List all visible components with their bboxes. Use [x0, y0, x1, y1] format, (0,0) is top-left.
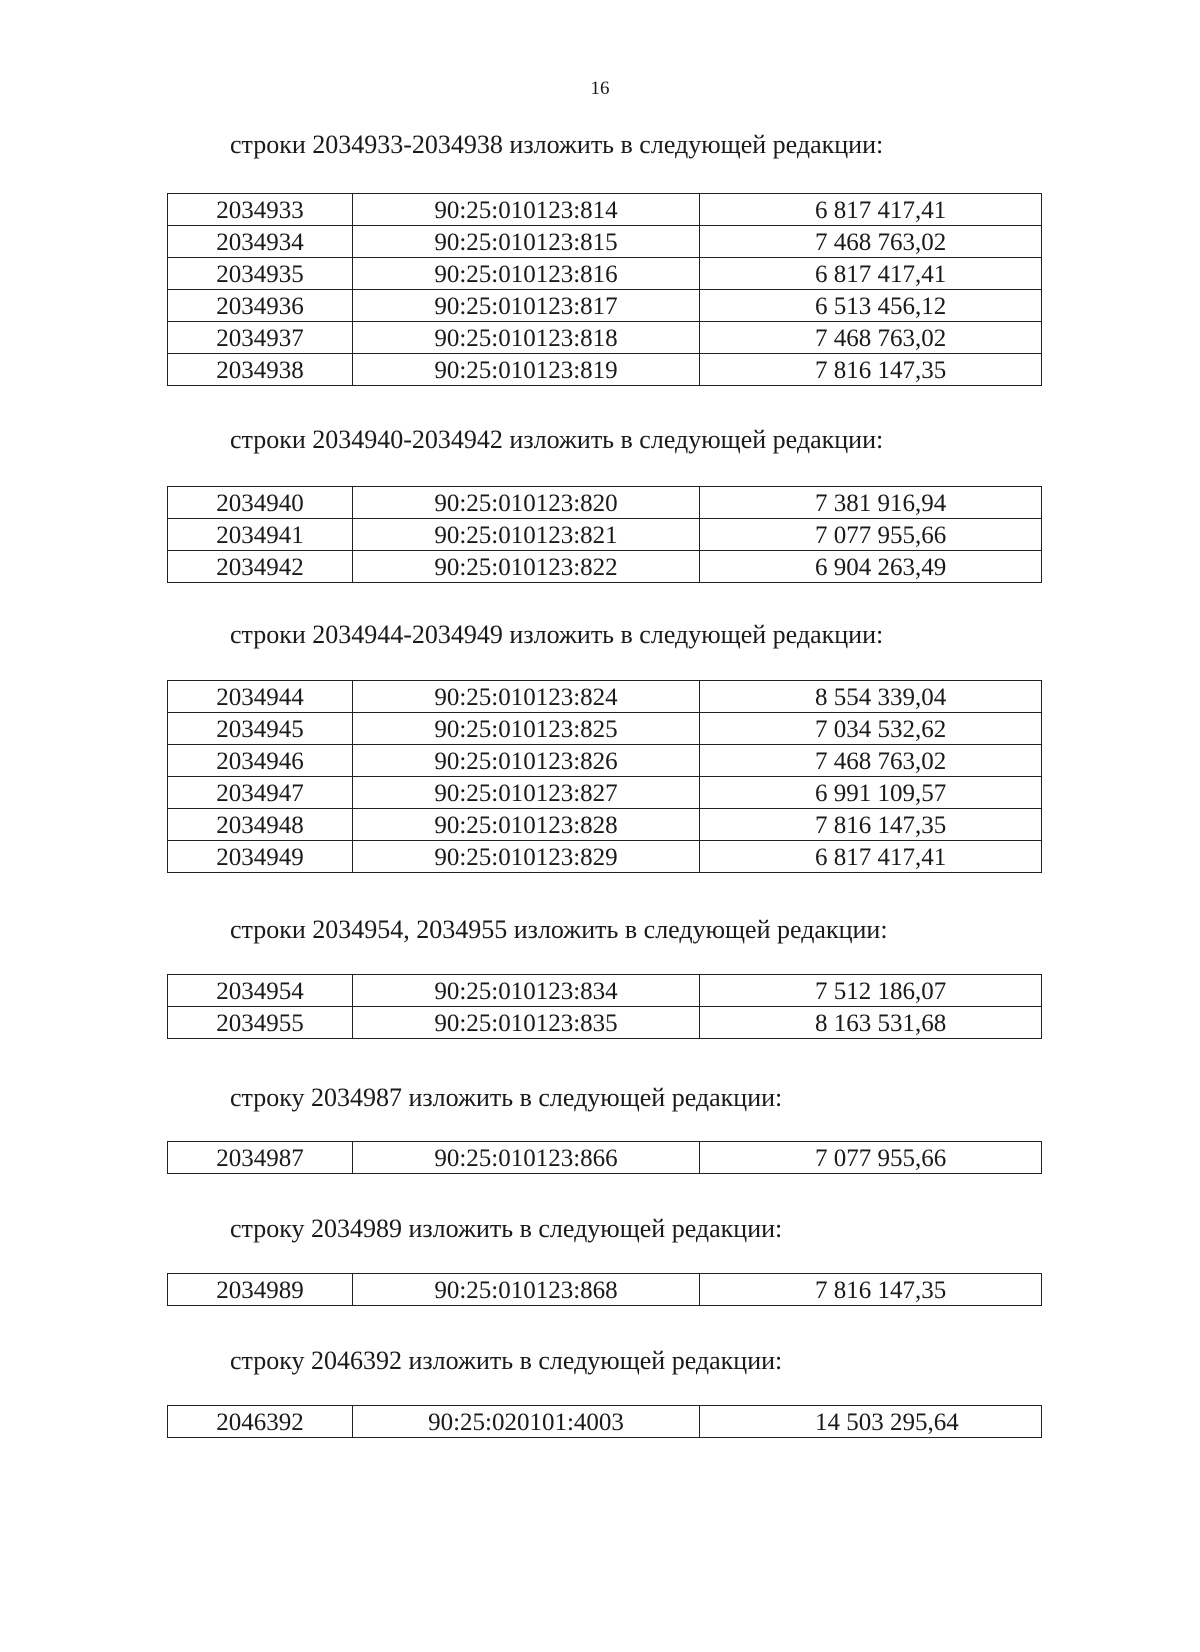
row-number-cell: 2034947	[168, 777, 353, 809]
table-row	[168, 519, 1042, 551]
row-number-cell: 2034945	[168, 713, 353, 745]
row-number-cell: 2034937	[168, 322, 353, 354]
table-row	[168, 777, 1042, 809]
cadastral-number-cell: 90:25:010123:818	[353, 322, 700, 354]
value-cell: 7 816 147,35	[700, 1274, 1042, 1306]
value-cell: 7 077 955,66	[700, 1142, 1042, 1174]
value-cell: 7 034 532,62	[700, 713, 1042, 745]
section-heading: строки 2034954, 2034955 изложить в следующей редакции:	[230, 915, 888, 944]
cadastral-number-cell: 90:25:010123:821	[353, 519, 700, 551]
cadastral-number-cell: 90:25:010123:814	[353, 194, 700, 226]
value-cell: 7 381 916,94	[700, 487, 1042, 519]
section-table	[167, 193, 1042, 386]
cadastral-number-cell: 90:25:010123:815	[353, 226, 700, 258]
cadastral-number-cell: 90:25:010123:835	[353, 1007, 700, 1039]
value-cell: 6 904 263,49	[700, 551, 1042, 583]
row-number-cell: 2034987	[168, 1142, 353, 1174]
table-row	[168, 681, 1042, 713]
cadastral-number-cell: 90:25:010123:816	[353, 258, 700, 290]
table-row	[168, 322, 1042, 354]
row-number-cell: 2034955	[168, 1007, 353, 1039]
cadastral-number-cell: 90:25:010123:824	[353, 681, 700, 713]
row-number-cell: 2034940	[168, 487, 353, 519]
section-heading: строку 2034987 изложить в следующей редакции:	[230, 1083, 783, 1112]
table-row	[168, 354, 1042, 386]
row-number-cell: 2034946	[168, 745, 353, 777]
section-heading: строку 2046392 изложить в следующей редакции:	[230, 1346, 783, 1375]
cadastral-number-cell: 90:25:010123:819	[353, 354, 700, 386]
cadastral-number-cell: 90:25:010123:828	[353, 809, 700, 841]
value-cell: 7 512 186,07	[700, 975, 1042, 1007]
section-table	[167, 1141, 1042, 1174]
row-number-cell: 2034941	[168, 519, 353, 551]
section-heading: строки 2034940-2034942 изложить в следующей редакции:	[230, 425, 884, 454]
value-cell: 6 817 417,41	[700, 194, 1042, 226]
cadastral-number-cell: 90:25:010123:820	[353, 487, 700, 519]
section-heading: строки 2034933-2034938 изложить в следующей редакции:	[230, 130, 884, 159]
table-row	[168, 1142, 1042, 1174]
value-cell: 14 503 295,64	[700, 1406, 1042, 1438]
value-cell: 6 513 456,12	[700, 290, 1042, 322]
value-cell: 7 468 763,02	[700, 745, 1042, 777]
section-heading: строку 2034989 изложить в следующей редакции:	[230, 1214, 783, 1243]
cadastral-number-cell: 90:25:010123:817	[353, 290, 700, 322]
value-cell: 7 468 763,02	[700, 322, 1042, 354]
value-cell: 6 991 109,57	[700, 777, 1042, 809]
value-cell: 6 817 417,41	[700, 841, 1042, 873]
cadastral-number-cell: 90:25:010123:826	[353, 745, 700, 777]
row-number-cell: 2046392	[168, 1406, 353, 1438]
cadastral-number-cell: 90:25:020101:4003	[353, 1406, 700, 1438]
table-row	[168, 258, 1042, 290]
row-number-cell: 2034949	[168, 841, 353, 873]
section-table	[167, 974, 1042, 1039]
table-row	[168, 745, 1042, 777]
row-number-cell: 2034989	[168, 1274, 353, 1306]
cadastral-number-cell: 90:25:010123:822	[353, 551, 700, 583]
cadastral-number-cell: 90:25:010123:825	[353, 713, 700, 745]
cadastral-number-cell: 90:25:010123:827	[353, 777, 700, 809]
table-row	[168, 1274, 1042, 1306]
cadastral-number-cell: 90:25:010123:834	[353, 975, 700, 1007]
table-row	[168, 551, 1042, 583]
row-number-cell: 2034938	[168, 354, 353, 386]
value-cell: 6 817 417,41	[700, 258, 1042, 290]
table-row	[168, 1007, 1042, 1039]
section-table	[167, 1405, 1042, 1438]
table-row	[168, 226, 1042, 258]
row-number-cell: 2034935	[168, 258, 353, 290]
table-row	[168, 713, 1042, 745]
section-table	[167, 486, 1042, 583]
table-row	[168, 1406, 1042, 1438]
cadastral-number-cell: 90:25:010123:868	[353, 1274, 700, 1306]
row-number-cell: 2034944	[168, 681, 353, 713]
table-row	[168, 841, 1042, 873]
cadastral-number-cell: 90:25:010123:829	[353, 841, 700, 873]
row-number-cell: 2034942	[168, 551, 353, 583]
table-row	[168, 809, 1042, 841]
section-table	[167, 1273, 1042, 1306]
row-number-cell: 2034933	[168, 194, 353, 226]
section-table	[167, 680, 1042, 873]
table-row	[168, 487, 1042, 519]
row-number-cell: 2034936	[168, 290, 353, 322]
value-cell: 7 468 763,02	[700, 226, 1042, 258]
row-number-cell: 2034954	[168, 975, 353, 1007]
cadastral-number-cell: 90:25:010123:866	[353, 1142, 700, 1174]
value-cell: 8 163 531,68	[700, 1007, 1042, 1039]
value-cell: 8 554 339,04	[700, 681, 1042, 713]
table-row	[168, 194, 1042, 226]
page-number: 16	[590, 78, 610, 99]
row-number-cell: 2034948	[168, 809, 353, 841]
value-cell: 7 077 955,66	[700, 519, 1042, 551]
row-number-cell: 2034934	[168, 226, 353, 258]
table-row	[168, 290, 1042, 322]
table-row	[168, 975, 1042, 1007]
value-cell: 7 816 147,35	[700, 809, 1042, 841]
value-cell: 7 816 147,35	[700, 354, 1042, 386]
section-heading: строки 2034944-2034949 изложить в следующей редакции:	[230, 620, 884, 649]
